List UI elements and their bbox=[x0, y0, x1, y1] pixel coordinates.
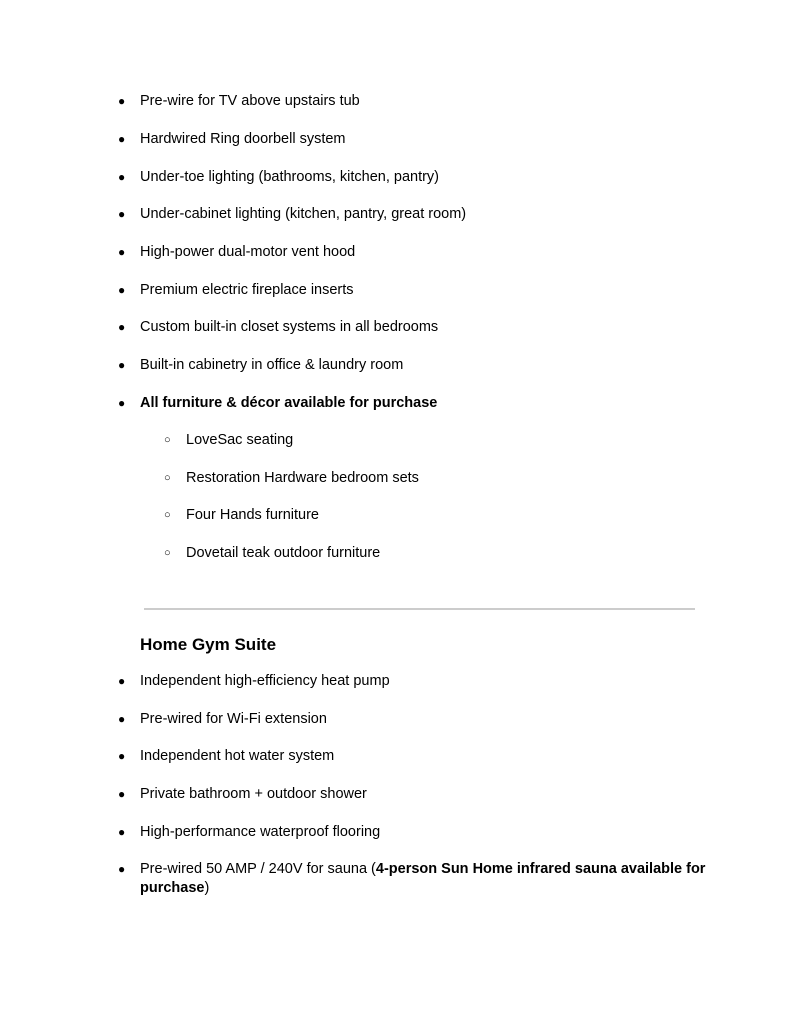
bullet-icon: ● bbox=[118, 132, 126, 146]
bullet-icon: ● bbox=[118, 94, 126, 108]
hollow-bullet-icon: ○ bbox=[164, 547, 171, 559]
list-item-furniture: ● All furniture & décor available for purchase bbox=[118, 395, 438, 411]
list-item: ● Under-toe lighting (bathrooms, kitchen, pantry) bbox=[118, 169, 440, 185]
bullet-icon: ● bbox=[118, 320, 126, 334]
sublist-item: ○ Restoration Hardware bedroom sets bbox=[164, 470, 419, 486]
bullet-icon: ● bbox=[118, 245, 126, 259]
section-divider bbox=[144, 608, 695, 610]
list-item: ● Private bathroom + outdoor shower bbox=[118, 786, 367, 802]
list-item-sauna: ● Pre-wired 50 AMP / 240V for sauna (4-person Sun Home infrared sauna available for purchase) bbox=[118, 861, 706, 896]
bullet-icon: ● bbox=[118, 283, 126, 297]
bullet-icon: ● bbox=[118, 749, 126, 763]
bullet-icon: ● bbox=[118, 170, 126, 184]
bullet-icon: ● bbox=[118, 862, 126, 876]
bullet-icon: ● bbox=[118, 358, 126, 372]
bullet-icon: ● bbox=[118, 396, 126, 410]
bullet-icon: ● bbox=[118, 825, 126, 839]
hollow-bullet-icon: ○ bbox=[164, 509, 171, 521]
list-item: ● Pre-wired for Wi-Fi extension bbox=[118, 711, 327, 727]
list-item: ● Pre-wire for TV above upstairs tub bbox=[118, 93, 360, 109]
hollow-bullet-icon: ○ bbox=[164, 472, 171, 484]
section-heading: Home Gym Suite bbox=[140, 635, 277, 654]
list-item: ● Premium electric fireplace inserts bbox=[118, 282, 354, 298]
list-item: ● Independent hot water system bbox=[118, 748, 335, 764]
list-item: ● Built-in cabinetry in office & laundry room bbox=[118, 357, 404, 373]
list-item: ● Hardwired Ring doorbell system bbox=[118, 131, 346, 147]
list-item: ● High-power dual-motor vent hood bbox=[118, 244, 356, 260]
sublist-item: ○ LoveSac seating bbox=[164, 432, 294, 448]
bullet-icon: ● bbox=[118, 207, 126, 221]
list-item: ● Under-cabinet lighting (kitchen, pantry, great room) bbox=[118, 206, 467, 222]
list-item: ● Independent high-efficiency heat pump bbox=[118, 673, 390, 689]
bullet-icon: ● bbox=[118, 674, 126, 688]
sublist-item: ○ Dovetail teak outdoor furniture bbox=[164, 545, 381, 561]
bullet-icon: ● bbox=[118, 712, 126, 726]
bullet-icon: ● bbox=[118, 787, 126, 801]
sublist-item: ○ Four Hands furniture bbox=[164, 507, 319, 523]
hollow-bullet-icon: ○ bbox=[164, 434, 171, 446]
list-item: ● High-performance waterproof flooring bbox=[118, 824, 381, 840]
list-item: ● Custom built-in closet systems in all bedrooms bbox=[118, 319, 439, 335]
